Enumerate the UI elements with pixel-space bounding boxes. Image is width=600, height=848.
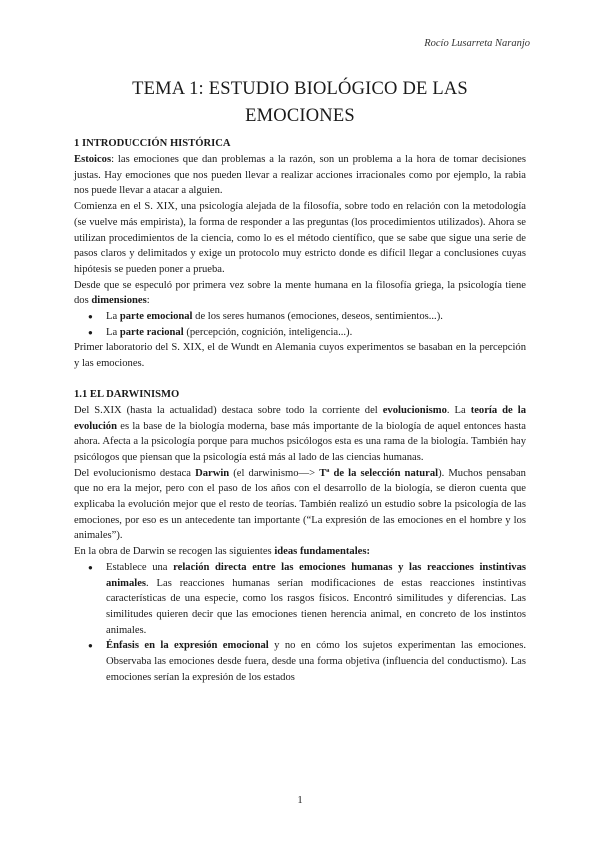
- paragraph-wundt: Primer laboratorio del S. XIX, el de Wundt en Alemania cuyos experimentos se basaban en la percepción y las emociones.: [74, 342, 526, 370]
- paragraph-text: :: [146, 295, 150, 307]
- paragraph-text: (el darwinismo—>: [229, 467, 320, 479]
- paragraph-siglo-xix: Comienza en el S. XIX, una psicología alejada de la filosofía, sobre todo en relación con la metodología (se vuelve más empirista), la forma de responder a las preguntas (los procedimientos utilizados). Ahora se utilizan procedimientos de la ciencia, como lo es el método científico, que se sabe que sigue una serie de pasos claros y delimitados y exige un protocolo muy estricto donde es difícil llegar a conclusiones cuyas hipótesis se pueden poner a prueba.: [74, 201, 526, 275]
- item-text: Establece una: [106, 561, 174, 573]
- document-page: [74, 76, 526, 686]
- ideas-list: [74, 560, 526, 686]
- paragraph-text: ). Muchos pensaban que no era la mejor, pero con el paso de los años con el desarrollo de la biología, se dieron cuenta que explicaba la evolución mejor que el resto de teorías. También realizó un estudio sobre la psicología de las emociones, por eso es un antecedente tan importante (“La expresión de las emociones en el hombre y los animales”).: [74, 467, 526, 542]
- list-item: [74, 325, 526, 341]
- paragraph-text: : las emociones que dan problemas a la razón, son un problema a la hora de tomar decisiones justas. Hay emociones que nos pueden llevar a realizar acciones irracionales como por ejemplo, la rabia nos puede llevar a atacar a alguien.: [74, 154, 526, 197]
- item-text: La: [106, 326, 120, 338]
- title-line-1: TEMA 1: ESTUDIO BIOLÓGICO DE LAS: [132, 79, 468, 99]
- item-text: La: [106, 311, 120, 323]
- list-item: [74, 638, 526, 685]
- term-estoicos: Estoicos: [74, 154, 112, 165]
- author-header: Rocío Lusarreta Naranjo: [424, 38, 530, 49]
- item-bold: Énfasis en la expresión emocional: [106, 640, 269, 652]
- item-bold: parte emocional: [119, 311, 193, 323]
- paragraph-text: En la obra de Darwin se recogen las siguientes: [74, 546, 275, 558]
- paragraph-evolucionismo: [74, 403, 526, 466]
- spacer: [74, 372, 526, 387]
- list-item: [74, 560, 526, 639]
- paragraph-estoicos: [74, 152, 526, 199]
- item-bold: parte racional: [119, 326, 184, 338]
- term-seleccion-natural: Tª de la selección natural: [319, 467, 439, 479]
- paragraph-ideas: [74, 544, 526, 560]
- term-dimensiones: dimensiones: [91, 295, 147, 307]
- section-heading-intro: 1 INTRODUCCIÓN HISTÓRICA: [74, 138, 231, 149]
- paragraph-text: Del evolucionismo destaca: [74, 467, 196, 479]
- term-teoria-evolucion: teoría de la evolución: [74, 404, 526, 432]
- paragraph-darwin: [74, 466, 526, 545]
- paragraph-text: es la base de la biología moderna, base más importante de la biología de aquel entonces hasta ahora. Afecta a la psicología porque para muchos psicólogos esta es una rama de la biología. También hay psicólogos que piensan que la psicología está más al lado de las ciencias humanas.: [74, 420, 526, 463]
- title-line-2: EMOCIONES: [245, 106, 355, 126]
- term-darwin: Darwin: [195, 467, 230, 479]
- page-number: 1: [297, 795, 303, 806]
- term-ideas-fundamentales: ideas fundamentales:: [274, 546, 370, 558]
- section-heading-darwinismo: 1.1 EL DARWINISMO: [74, 388, 180, 400]
- item-text: de los seres humanos (emociones, deseos, sentimientos...).: [192, 311, 443, 323]
- item-text: (percepción, cognición, inteligencia...).: [183, 326, 353, 338]
- item-text: y no en cómo los sujetos experimentan las emociones. Observaba las emociones desde fuera, desde una forma objetiva (influencia del conductismo). Las emociones serían la expresión de los estados: [106, 640, 527, 683]
- paragraph-text: Desde que se especuló por primera vez sobre la mente humana en la filosofía griega, la psicología tiene dos: [74, 279, 526, 307]
- paragraph-text: . La: [446, 404, 471, 416]
- paragraph-text: Del S.XIX (hasta la actualidad) destaca sobre todo la corriente del: [74, 404, 383, 416]
- dimensions-list: [74, 309, 526, 340]
- page-title: [74, 76, 526, 130]
- paragraph-dimensiones: [74, 278, 526, 309]
- term-evolucionismo: evolucionismo: [382, 404, 447, 416]
- list-item: [74, 309, 526, 325]
- item-text: . Las reacciones humanas serían modificaciones de estas reacciones instintivas características de una especie, como los rasgos físicos. Encontró similitudes y diferencias. Las similitudes quieren decir que las emociones tienen herencia animal, en concreto de los instintos animales.: [106, 577, 526, 636]
- item-bold: relación directa entre las emociones humanas y las reacciones instintivas animales: [106, 561, 526, 589]
